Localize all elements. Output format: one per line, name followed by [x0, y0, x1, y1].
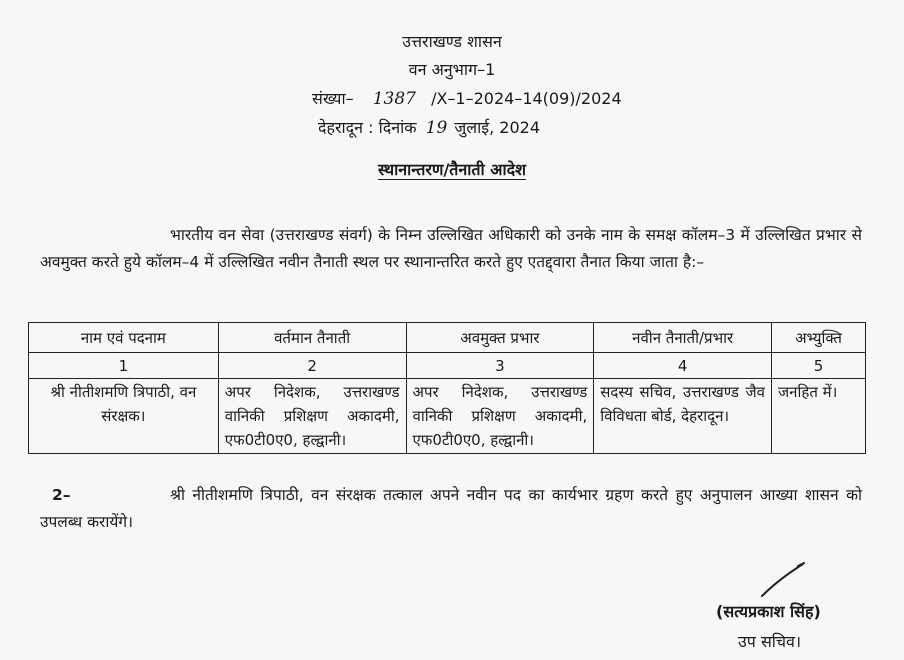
- paragraph-2-text: श्री नीतीशमणि त्रिपाठी, वन संरक्षक तत्काल अपने नवीन पद का कार्यभार ग्रहण करते हुए अनुपालन आख्या शासन को उपलब्ध करायेंगे।: [40, 486, 862, 531]
- relieved-charge-cell: अपर निदेशक, उत्तराखण्ड वानिकी प्रशिक्षण अकादमी, एफ0टी0ए0, हल्द्वानी।: [406, 379, 594, 454]
- column-number: 2: [218, 353, 406, 379]
- posting-table: [28, 322, 866, 454]
- new-posting-cell: सदस्य सचिव, उत्तराखण्ड जैव विविधता बोर्ड, देहरादून।: [594, 379, 772, 454]
- place-date-line: [318, 116, 540, 138]
- column-number: 5: [772, 353, 866, 379]
- signatory-designation: उप सचिव।: [738, 632, 802, 651]
- signature-stroke-icon: [758, 560, 808, 600]
- handwritten-reference-number: 1387: [372, 89, 416, 109]
- reference-suffix: /X–1–2024–14(09)/2024: [431, 89, 622, 108]
- current-posting-cell: अपर निदेशक, उत्तराखण्ड वानिकी प्रशिक्षण अकादमी, एफ0टी0ए0, हल्द्वानी।: [218, 379, 406, 454]
- signatory-name: (सत्यप्रकाश सिंह): [716, 602, 821, 621]
- remarks-cell: जनहित में।: [772, 379, 866, 454]
- header-name-designation: नाम एवं पदनाम: [29, 323, 219, 353]
- government-heading: उत्तराखण्ड शासन: [402, 32, 502, 51]
- header-remarks: अभ्युक्ति: [772, 323, 866, 353]
- place-date-prefix: देहरादून : दिनांक: [318, 118, 417, 137]
- table-header-row: [29, 323, 866, 353]
- column-number-row: [29, 353, 866, 379]
- reference-number-line: [312, 87, 622, 109]
- subject-text: स्थानान्तरण/तैनाती आदेश: [377, 160, 526, 179]
- officer-name-designation: श्री नीतीशमणि त्रिपाठी, वन संरक्षक।: [29, 379, 219, 454]
- reference-label: संख्या–: [312, 89, 354, 108]
- handwritten-date-day: 19: [425, 118, 448, 138]
- order-paragraph-2: [40, 482, 862, 536]
- header-relieved-charge: अवमुक्त प्रभार: [406, 323, 594, 353]
- date-month-year: जुलाई, 2024: [454, 118, 541, 137]
- order-paragraph-1: भारतीय वन सेवा (उत्तराखण्ड संवर्ग) के निम्न उल्लिखित अधिकारी को उनके नाम के समक्ष कॉलम–3 में उल्लिखित प्रभार से अवमुक्त करते हुये कॉलम–4 में उल्लिखित नवीन तैनाती स्थल पर स्थानान्तरित करते हुए एतद्द्वारा तैनात किया जाता है:–: [40, 226, 862, 271]
- department-heading: वन अनुभाग–1: [408, 60, 496, 79]
- table-row: [29, 379, 866, 454]
- header-new-posting: नवीन तैनाती/प्रभार: [594, 323, 772, 353]
- header-current-posting: वर्तमान तैनाती: [218, 323, 406, 353]
- column-number: 1: [29, 353, 219, 379]
- column-number: 3: [406, 353, 594, 379]
- paragraph-number: 2–: [52, 486, 71, 504]
- order-subject: [0, 158, 904, 180]
- column-number: 4: [594, 353, 772, 379]
